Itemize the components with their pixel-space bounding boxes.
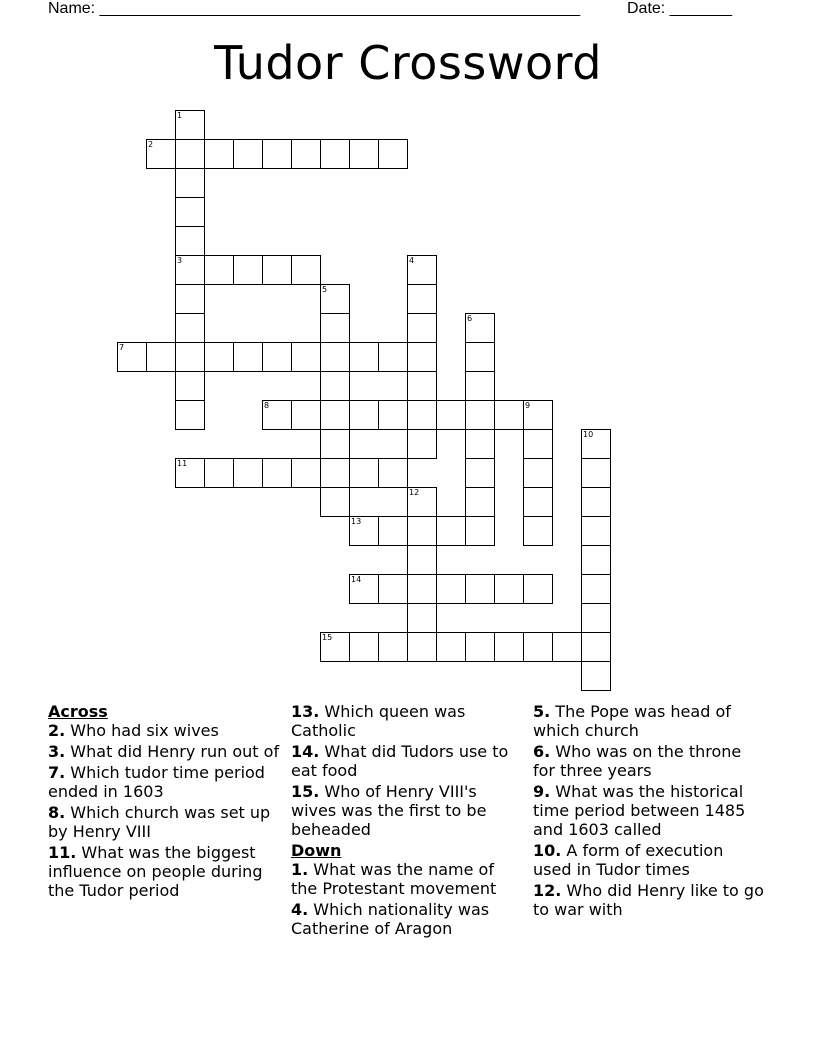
cell-number: 2 xyxy=(148,140,154,149)
clue-text: Who did Henry like to go to war with xyxy=(533,881,764,919)
crossword-cell[interactable] xyxy=(465,371,495,401)
crossword-cell[interactable] xyxy=(407,632,437,662)
crossword-cell[interactable] xyxy=(349,574,379,604)
clue-text: A form of execution used in Tudor times xyxy=(533,841,724,879)
crossword-cell[interactable] xyxy=(291,400,321,430)
crossword-cell[interactable] xyxy=(378,574,408,604)
cell-number: 11 xyxy=(177,459,188,468)
clue-item xyxy=(291,860,521,898)
clue-item xyxy=(533,742,765,780)
crossword-cell[interactable] xyxy=(465,342,495,372)
crossword-cell[interactable] xyxy=(320,371,350,401)
crossword-cell[interactable] xyxy=(465,632,495,662)
clues-column-3 xyxy=(533,702,765,921)
clue-text: Which tudor time period ended in 1603 xyxy=(48,763,265,801)
cell-number: 3 xyxy=(177,256,183,265)
clue-item xyxy=(48,721,280,740)
clue-item xyxy=(48,763,280,801)
crossword-cell[interactable] xyxy=(291,342,321,372)
crossword-cell[interactable] xyxy=(523,458,553,488)
crossword-cell[interactable] xyxy=(494,632,524,662)
clue-text: Who had six wives xyxy=(65,721,219,740)
clue-item xyxy=(291,900,521,938)
clue-item xyxy=(291,742,521,780)
crossword-cell[interactable] xyxy=(349,516,379,546)
crossword-cell[interactable] xyxy=(581,632,611,662)
crossword-cell[interactable] xyxy=(175,284,205,314)
cell-number: 6 xyxy=(467,314,473,323)
clue-item xyxy=(48,843,280,900)
crossword-cell[interactable] xyxy=(407,284,437,314)
crossword-cell[interactable] xyxy=(262,342,292,372)
crossword-cell[interactable] xyxy=(465,458,495,488)
crossword-cell[interactable] xyxy=(349,139,379,169)
clue-number: 15. xyxy=(291,782,320,801)
clue-number: 14. xyxy=(291,742,320,761)
crossword-cell[interactable] xyxy=(494,400,524,430)
crossword-cell[interactable] xyxy=(233,342,263,372)
clue-item xyxy=(48,803,280,841)
crossword-cell[interactable] xyxy=(175,226,205,256)
clue-text: What did Henry run out of xyxy=(65,742,280,761)
crossword-cell[interactable] xyxy=(494,574,524,604)
crossword-cell[interactable] xyxy=(262,255,292,285)
crossword-cell[interactable] xyxy=(117,342,147,372)
crossword-cell[interactable] xyxy=(175,371,205,401)
crossword-cell[interactable] xyxy=(581,429,611,459)
crossword-cell[interactable] xyxy=(233,458,263,488)
crossword-cell[interactable] xyxy=(407,516,437,546)
crossword-cell[interactable] xyxy=(204,458,234,488)
clue-item xyxy=(533,702,765,740)
across-clue-list-continued xyxy=(291,702,521,839)
clue-number: 6. xyxy=(533,742,551,761)
crossword-cell[interactable] xyxy=(465,400,495,430)
clue-text: What was the biggest influence on people during the Tudor period xyxy=(48,843,263,900)
crossword-cell[interactable] xyxy=(407,313,437,343)
cell-number: 12 xyxy=(409,488,420,497)
crossword-cell[interactable] xyxy=(175,313,205,343)
cell-number: 9 xyxy=(525,401,531,410)
crossword-cell[interactable] xyxy=(291,458,321,488)
crossword-cell[interactable] xyxy=(581,661,611,691)
crossword-cell[interactable] xyxy=(175,139,205,169)
clue-number: 13. xyxy=(291,702,320,721)
crossword-cell[interactable] xyxy=(378,139,408,169)
clue-text: What did Tudors use to eat food xyxy=(291,742,509,780)
cell-number: 7 xyxy=(119,343,125,352)
page-title: Tudor Crossword xyxy=(214,36,602,90)
clue-text: What was the historical time period between 1485 and 1603 called xyxy=(533,782,746,839)
crossword-cell[interactable] xyxy=(581,458,611,488)
clues-column-2 xyxy=(291,702,521,940)
across-heading: Across xyxy=(48,702,108,721)
clues-column-1 xyxy=(48,702,280,902)
crossword-cell[interactable] xyxy=(378,342,408,372)
clue-item xyxy=(533,782,765,839)
crossword-cell[interactable] xyxy=(320,429,350,459)
crossword-cell[interactable] xyxy=(465,487,495,517)
crossword-cell[interactable] xyxy=(320,487,350,517)
cell-number: 5 xyxy=(322,285,328,294)
crossword-cell[interactable] xyxy=(465,516,495,546)
crossword-cell[interactable] xyxy=(407,545,437,575)
crossword-cell[interactable] xyxy=(349,632,379,662)
crossword-cell[interactable] xyxy=(146,139,176,169)
crossword-cell[interactable] xyxy=(175,110,205,140)
crossword-cell[interactable] xyxy=(378,632,408,662)
clue-number: 2. xyxy=(48,721,66,740)
cell-number: 4 xyxy=(409,256,415,265)
crossword-cell[interactable] xyxy=(233,139,263,169)
crossword-cell[interactable] xyxy=(349,400,379,430)
date-field: Date: _______ xyxy=(627,0,732,17)
crossword-cell[interactable] xyxy=(146,342,176,372)
cell-number: 1 xyxy=(177,111,183,120)
crossword-cell[interactable] xyxy=(407,371,437,401)
clue-item xyxy=(48,742,280,761)
cell-number: 8 xyxy=(264,401,270,410)
clue-number: 11. xyxy=(48,843,77,862)
crossword-cell[interactable] xyxy=(349,458,379,488)
clue-number: 3. xyxy=(48,742,66,761)
crossword-cell[interactable] xyxy=(407,487,437,517)
crossword-cell[interactable] xyxy=(262,458,292,488)
crossword-cell[interactable] xyxy=(233,255,263,285)
crossword-cell[interactable] xyxy=(349,342,379,372)
crossword-cell[interactable] xyxy=(320,458,350,488)
crossword-cell[interactable] xyxy=(581,487,611,517)
clue-text: Which queen was Catholic xyxy=(291,702,466,740)
crossword-cell[interactable] xyxy=(523,429,553,459)
crossword-cell[interactable] xyxy=(465,313,495,343)
crossword-cell[interactable] xyxy=(320,400,350,430)
clue-number: 12. xyxy=(533,881,562,900)
crossword-cell[interactable] xyxy=(320,313,350,343)
crossword-cell[interactable] xyxy=(175,197,205,227)
crossword-cell[interactable] xyxy=(581,603,611,633)
crossword-cell[interactable] xyxy=(378,458,408,488)
clue-item xyxy=(533,881,765,919)
clue-number: 10. xyxy=(533,841,562,860)
crossword-cell[interactable] xyxy=(320,342,350,372)
crossword-cell[interactable] xyxy=(581,545,611,575)
cell-number: 15 xyxy=(322,633,333,642)
crossword-cell[interactable] xyxy=(581,516,611,546)
crossword-cell[interactable] xyxy=(581,574,611,604)
cell-number: 14 xyxy=(351,575,362,584)
crossword-cell[interactable] xyxy=(407,255,437,285)
crossword-cell[interactable] xyxy=(523,632,553,662)
crossword-cell[interactable] xyxy=(523,516,553,546)
crossword-cell[interactable] xyxy=(523,400,553,430)
crossword-cell[interactable] xyxy=(175,168,205,198)
down-clue-list-continued xyxy=(533,702,765,919)
crossword-cell[interactable] xyxy=(204,255,234,285)
crossword-cell[interactable] xyxy=(436,400,466,430)
crossword-cell[interactable] xyxy=(320,632,350,662)
crossword-cell[interactable] xyxy=(320,284,350,314)
crossword-cell[interactable] xyxy=(465,574,495,604)
crossword-cell[interactable] xyxy=(407,342,437,372)
crossword-cell[interactable] xyxy=(204,139,234,169)
clue-item xyxy=(291,782,521,839)
cell-number: 10 xyxy=(583,430,594,439)
crossword-cell[interactable] xyxy=(552,632,582,662)
clue-item xyxy=(291,702,521,740)
clue-number: 5. xyxy=(533,702,551,721)
clue-text: What was the name of the Protestant movement xyxy=(291,860,497,898)
crossword-cell[interactable] xyxy=(523,574,553,604)
crossword-cell[interactable] xyxy=(378,516,408,546)
crossword-cell[interactable] xyxy=(175,400,205,430)
clue-text: Who was on the throne for three years xyxy=(533,742,742,780)
crossword-cell[interactable] xyxy=(436,574,466,604)
crossword-cell[interactable] xyxy=(291,255,321,285)
crossword-cell[interactable] xyxy=(291,139,321,169)
crossword-cell[interactable] xyxy=(407,574,437,604)
crossword-cell[interactable] xyxy=(175,342,205,372)
across-clue-list xyxy=(48,721,280,900)
crossword-cell[interactable] xyxy=(436,516,466,546)
clue-text: The Pope was head of which church xyxy=(533,702,731,740)
clue-text: Which nationality was Catherine of Aragon xyxy=(291,900,490,938)
down-heading: Down xyxy=(291,841,342,860)
crossword-cell[interactable] xyxy=(204,342,234,372)
clue-number: 8. xyxy=(48,803,66,822)
clue-number: 7. xyxy=(48,763,66,782)
clue-number: 4. xyxy=(291,900,309,919)
crossword-cell[interactable] xyxy=(262,139,292,169)
clue-number: 1. xyxy=(291,860,309,879)
cell-number: 13 xyxy=(351,517,362,526)
down-clue-list xyxy=(291,860,521,938)
crossword-cell[interactable] xyxy=(175,458,205,488)
clue-item xyxy=(533,841,765,879)
crossword-cell[interactable] xyxy=(436,632,466,662)
clue-text: Which church was set up by Henry VIII xyxy=(48,803,271,841)
crossword-cell[interactable] xyxy=(320,139,350,169)
crossword-cell[interactable] xyxy=(407,400,437,430)
crossword-cell[interactable] xyxy=(407,603,437,633)
crossword-cell[interactable] xyxy=(523,487,553,517)
crossword-cell[interactable] xyxy=(407,429,437,459)
crossword-cell[interactable] xyxy=(262,400,292,430)
crossword-cell[interactable] xyxy=(175,255,205,285)
crossword-cell[interactable] xyxy=(378,400,408,430)
crossword-cell[interactable] xyxy=(465,429,495,459)
clue-number: 9. xyxy=(533,782,551,801)
name-field: Name: ______________________________________________________ xyxy=(48,0,581,17)
clue-text: Who of Henry VIII's wives was the first to be beheaded xyxy=(291,782,487,839)
